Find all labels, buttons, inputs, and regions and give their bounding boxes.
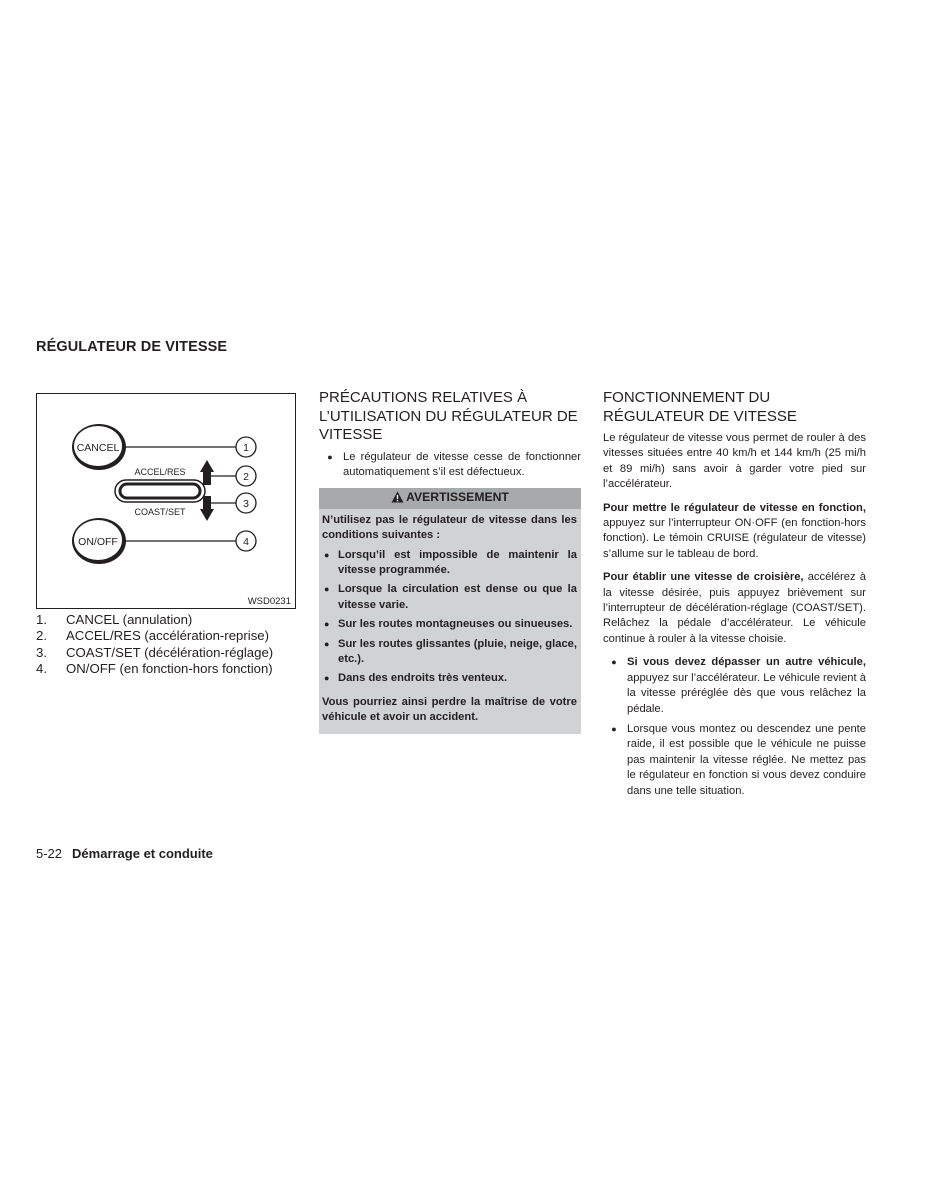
accel-res-label: ACCEL/RES: [134, 467, 186, 477]
bullet-icon: ●: [611, 723, 617, 734]
operation-set-speed: Pour établir une vitesse de croisière, accélérez à la vitesse désirée, puis appuyez brièvement sur l’interrupteur de décélération-réglage (COAST/SET). Relâchez la pédale d’accélérateur. Le véhicule continue à rouler à la vitesse choisie.: [603, 571, 866, 645]
operation-intro: Le régulateur de vitesse vous permet de rouler à des vitesses situées entre 40 km/h et 144 km/h (25 mi/h et 89 mi/h) sans avoir à garder votre pied sur l’accélérateur.: [603, 432, 866, 491]
bullet-icon: ●: [324, 584, 330, 595]
on-off-switch: [72, 518, 126, 564]
operation-column: [603, 389, 866, 807]
page-footer: [36, 846, 213, 861]
list-item: ● Sur les routes glissantes (pluie, neige, glace, etc.).: [322, 637, 577, 668]
list-item: ● Si vous devez dépasser un autre véhicule, appuyez sur l’accélérateur. Le véhicule revient à la vitesse préréglée dès que vous relâchez la pédale.: [603, 655, 866, 717]
cruise-control-switch-figure: [36, 393, 296, 609]
page-number: 5-22: [36, 846, 63, 861]
on-off-label: ON/OFF: [78, 536, 118, 548]
operation-activate: Pour mettre le régulateur de vitesse en fonction, appuyez sur l’interrupteur ON·OFF (en fonction-hors fonction). Le témoin CRUISE (régulateur de vitesse) s’allume sur le tableau de bord.: [603, 501, 866, 560]
caption-item: 2. ACCEL/RES (accélération-reprise): [36, 628, 270, 644]
list-item: ● Sur les routes montagneuses ou sinueuses.: [322, 617, 577, 632]
callout-2: 2: [243, 471, 249, 483]
chapter-title: Démarrage et conduite: [72, 846, 213, 861]
warning-intro: N’utilisez pas le régulateur de vitesse dans les conditions suivantes :: [322, 513, 577, 542]
callout-4: 4: [243, 536, 249, 548]
caption-item: 1. CANCEL (annulation): [36, 612, 193, 627]
cancel-label: CANCEL: [76, 442, 120, 454]
warning-box: [319, 488, 581, 733]
coast-set-label: COAST/SET: [134, 507, 186, 517]
section-title: RÉGULATEUR DE VITESSE: [36, 339, 228, 355]
warning-triangle-icon: [391, 491, 404, 503]
precautions-column: [319, 389, 581, 734]
precautions-heading: PRÉCAUTIONS RELATIVES À L’UTILISATION DU RÉGULATEUR DE VITESSE: [319, 389, 578, 443]
list-item: ● Lorsque vous montez ou descendez une pente raide, il est possible que le véhicule ne puisse pas maintenir la vitesse réglée. Ne mettez pas le régulateur en fonction si vous devez conduire dans une telle situation.: [603, 722, 866, 799]
precautions-list: [319, 450, 581, 481]
caption-item: 4. ON/OFF (en fonction-hors fonction): [36, 660, 273, 676]
figure-code: WSD0231: [247, 596, 291, 607]
accel-coast-switch: [115, 467, 205, 517]
bullet-icon: ●: [324, 638, 330, 649]
warning-title: AVERTISSEMENT: [406, 490, 509, 505]
warning-header: [319, 488, 581, 508]
callout-1: 1: [243, 442, 249, 454]
operation-heading: FONCTIONNEMENT DU RÉGULATEUR DE VITESSE: [603, 389, 797, 425]
list-item: ● Le régulateur de vitesse cesse de fonctionner automatiquement s’il est défectueux.: [319, 450, 581, 481]
operation-list: [603, 655, 866, 799]
bullet-icon: ●: [324, 673, 330, 684]
callout-3: 3: [243, 498, 249, 510]
list-item: ● Lorsqu’il est impossible de maintenir la vitesse programmée.: [322, 548, 577, 579]
warning-list: [322, 548, 577, 687]
list-item: ● Lorsque la circulation est dense ou que la vitesse varie.: [322, 582, 577, 613]
warning-outro: Vous pourriez ainsi perdre la maîtrise de votre véhicule et avoir un accident.: [322, 695, 577, 724]
list-item: ● Dans des endroits très venteux.: [322, 671, 577, 686]
figure-captions: [36, 612, 273, 677]
bullet-icon: ●: [324, 549, 330, 560]
switch-diagram: [37, 394, 295, 608]
bullet-icon: ●: [324, 619, 330, 630]
bullet-icon: ●: [327, 451, 333, 462]
bullet-icon: ●: [611, 657, 617, 668]
cancel-switch: [72, 424, 126, 470]
caption-item: 3. COAST/SET (décélération-réglage): [36, 644, 274, 660]
